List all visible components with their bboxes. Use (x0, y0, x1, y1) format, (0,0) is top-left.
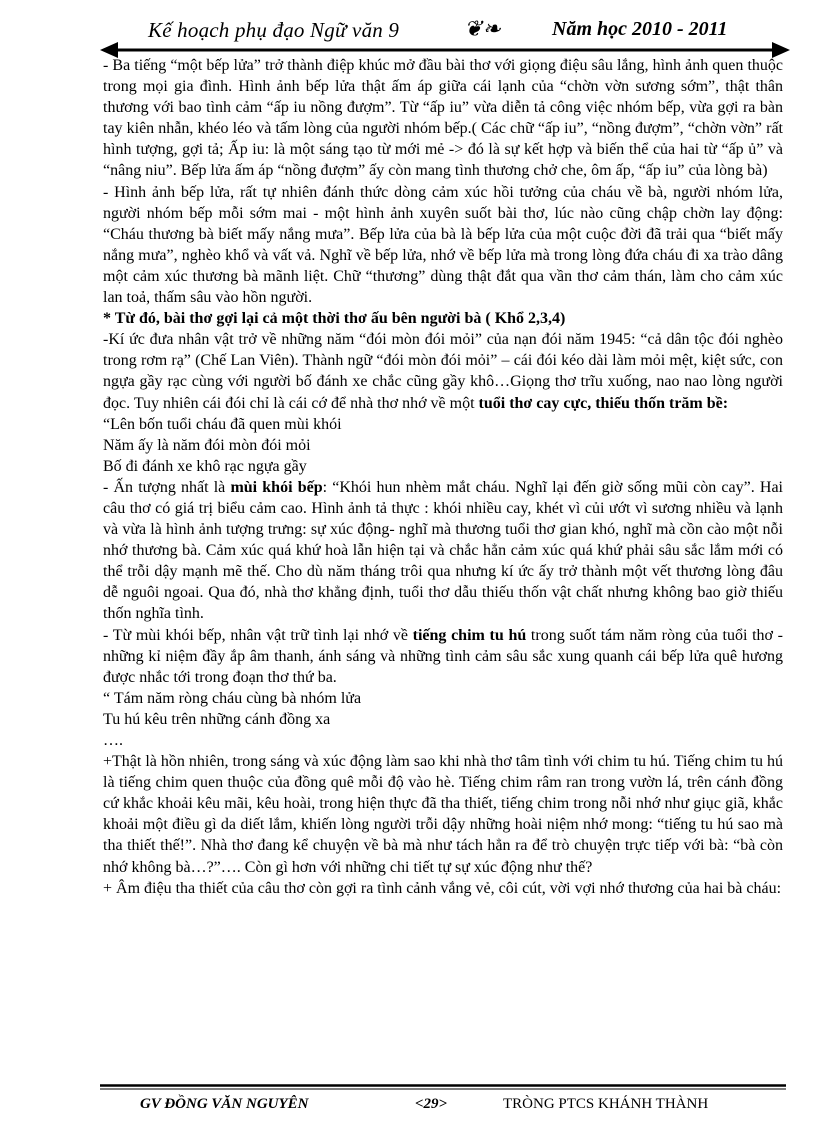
header-ornament: ❦❧ (464, 16, 501, 41)
paragraph-ki-uc (103, 329, 783, 413)
footer-school: TRÒNG PTCS KHÁNH THÀNH (503, 1096, 709, 1112)
heading-text: * Từ đó, bài thơ gợi lại cả một thời thơ ấu bên người bà ( Khổ 2,3,4) (103, 310, 566, 328)
header-title: Kế hoạch phụ đạo Ngữ văn 9 (148, 18, 400, 42)
paragraph-hinh-anh-bep-lua: - Hình ảnh bếp lửa, rất tự nhiên đánh thức dòng cảm xúc hồi tưởng của cháu về bà, người nhóm lửa, người nhóm bếp mỗi sớm mai - một hình ảnh xuyên suốt bài thơ, lúc nào cũng chập chờn lay động: “Cháu thương bà biết mấy nắng mưa”. Bếp lửa của bà là bếp lửa của một cuộc đời đã trải qua “biết mấy nắng mưa”, nghèo khổ và vất vả. Nghĩ về bếp lửa, nhớ về bếp lửa mà trong lòng đứa cháu đi xa trào dâng một cảm xúc thương bà mãnh liệt. Chữ “thương” dùng thật đắt qua vần thơ cảm thán, làm cho cảm xúc lan toả, thấm sâu vào hồn người. (103, 183, 783, 307)
paragraph-mui-khoi-bep-bold: mùi khói bếp (230, 478, 323, 496)
verse-line: “Lên bốn tuổi cháu đã quen mùi khói (103, 415, 342, 433)
paragraph-tieng-chim (103, 625, 783, 688)
verse-line: …. (103, 732, 123, 749)
page-header (100, 10, 790, 60)
footer-teacher: GV ĐỒNG VĂN NGUYÊN (140, 1096, 309, 1112)
verse-line: Năm ấy là năm đói mòn đói mỏi (103, 436, 311, 454)
paragraph-mui-khoi-bep (103, 477, 783, 625)
paragraph-tieng-chim-bold: tiếng chim tu hú (412, 626, 527, 644)
section-heading (103, 308, 783, 329)
paragraph-mui-khoi-bep-lead: - Ấn tượng nhất là (103, 478, 231, 496)
paragraph-tieng-chim-lead: - Từ mùi khói bếp, nhân vật trữ tình lại nhớ về (103, 626, 413, 644)
paragraph-ki-uc-bold: tuổi thơ cay cực, thiếu thốn trăm bề: (478, 394, 729, 412)
main-text (103, 55, 783, 899)
verse-line: Bố đi đánh xe khô rạc ngựa gầy (103, 457, 307, 475)
paragraph-mui-khoi-bep-text: : “Khói hun nhèm mắt cháu. Nghĩ lại đến giờ sống mũi còn cay”. Hai câu thơ có giá trị biểu cảm cao. Hình ảnh tả thực : khói nhiều cay, khét vì củi ướt vì sương nhiều và lạnh và vừa là hình ảnh tượng trưng: sự xúc động- nghĩ mà thương tuổi thơ gian khó, nghĩ mà cồn cào một nỗi nhớ thương bà. Cảm xúc quá khứ hoà lẫn hiện tại và chắc hẳn cảm xúc quá khứ phải sâu sắc lắm mới có thể trỗi dậy mạnh mẽ thế. Cho dù năm tháng trôi qua nhưng kí ức ấy trở thành một vết thương lòng đâu dễ nguôi ngoai. Qua đó, nhà thơ khẳng định, tuổi thơ dẫu thiếu thốn vật chất nhưng không bao giờ thiếu thốn nghĩa tình. (103, 478, 783, 623)
paragraph-tu-hu: +Thật là hồn nhiên, trong sáng và xúc động làm sao khi nhà thơ tâm tình với chim tu hú. Tiếng chim tu hú là tiếng chim quen thuộc của đồng quê mỗi độ vào hè. Tiếng chim râm ran trong vườn lá, trên cánh đồng cứ khắc khoải kêu mãi, kêu hoài, trong hiện thực đã tha thiết, tiếng chim trong nỗi nhớ như giục giã, khắc khoải một điều gì da diết lắm, khiến lòng người trỗi dậy những hoài niệm nhớ mong: “tiếng tu hú sao mà tha thiết thế!”. Nhà thơ đang kể chuyện về bà mà như tách hẳn ra để trò chuyện trực tiếp với bà: “bà còn nhớ không bà…?”…. Còn gì hơn với những chi tiết tự sự xúc động như thế? (103, 753, 783, 876)
verse-line: “ Tám năm ròng cháu cùng bà nhóm lửa (103, 689, 362, 707)
verse-line: Tu hú kêu trên những cánh đồng xa (103, 710, 331, 728)
paragraph-am-dieu: + Âm điệu tha thiết của câu thơ còn gợi ra tình cảnh vắng vẻ, côi cút, vời vợi nhớ thương của hai bà cháu: (103, 879, 782, 897)
header-school-year: Năm học 2010 - 2011 (552, 18, 728, 40)
footer-rule (100, 1084, 786, 1090)
footer-page-number: <29> (415, 1096, 448, 1112)
paragraph-ki-uc-text: -Kí ức đưa nhân vật trở về những năm “đói mòn đói mỏi” của nạn đói năm 1945: “cả dân tộc đói nghèo trong rơm rạ” (Chế Lan Viên). Thành ngữ “đói mòn đói mỏi” – cái đói kéo dài làm mỏi mệt, kiệt sức, con ngựa gầy rạc cùng với người bố đánh xe chắc cũng gầy khô…Giọng thơ trĩu xuống, nao nao lòng người đọc. Tuy nhiên cái đói chỉ là cái cớ để nhà thơ nhớ về một (103, 331, 783, 412)
paragraph-bep-lua-intro: - Ba tiếng “một bếp lửa” trở thành điệp khúc mở đầu bài thơ với giọng điệu sâu lắng, hình ảnh quen thuộc trong mọi gia đình. Hình ảnh bếp lửa thật ấm áp giữa cái lạnh của “chờn vờn sương sớm”, thật thân thương với bao tình cảm “ấp iu nồng đượm”. Từ “ấp iu” vừa diễn tả công việc nhóm bếp, vừa gợi ra bàn tay kiên nhẫn, khéo léo và tấm lòng của người nhóm bếp.( Các chữ “ấp iu”, “nồng đượm”, “chờn vờn” rất hình tượng, gợi tả; Ấp iu: là một sáng tạo từ mới mẻ -> đó là sự kết hợp và biến thể của hai từ “ấp ủ” và “nâng niu”. Bếp lửa ấm áp “nồng đượm” ấy còn mang tình thương chở che, ôm ấp, “ấp iu” của lòng bà) (103, 57, 783, 180)
paragraph-tieng-chim-text: trong suốt tám năm ròng của tuổi thơ - những kỉ niệm đầy ắp âm thanh, ánh sáng và những tình cảm sâu sắc xung quanh cái bếp lửa quê hương được nhắc tới trong đoạn thơ thứ ba. (103, 626, 783, 686)
